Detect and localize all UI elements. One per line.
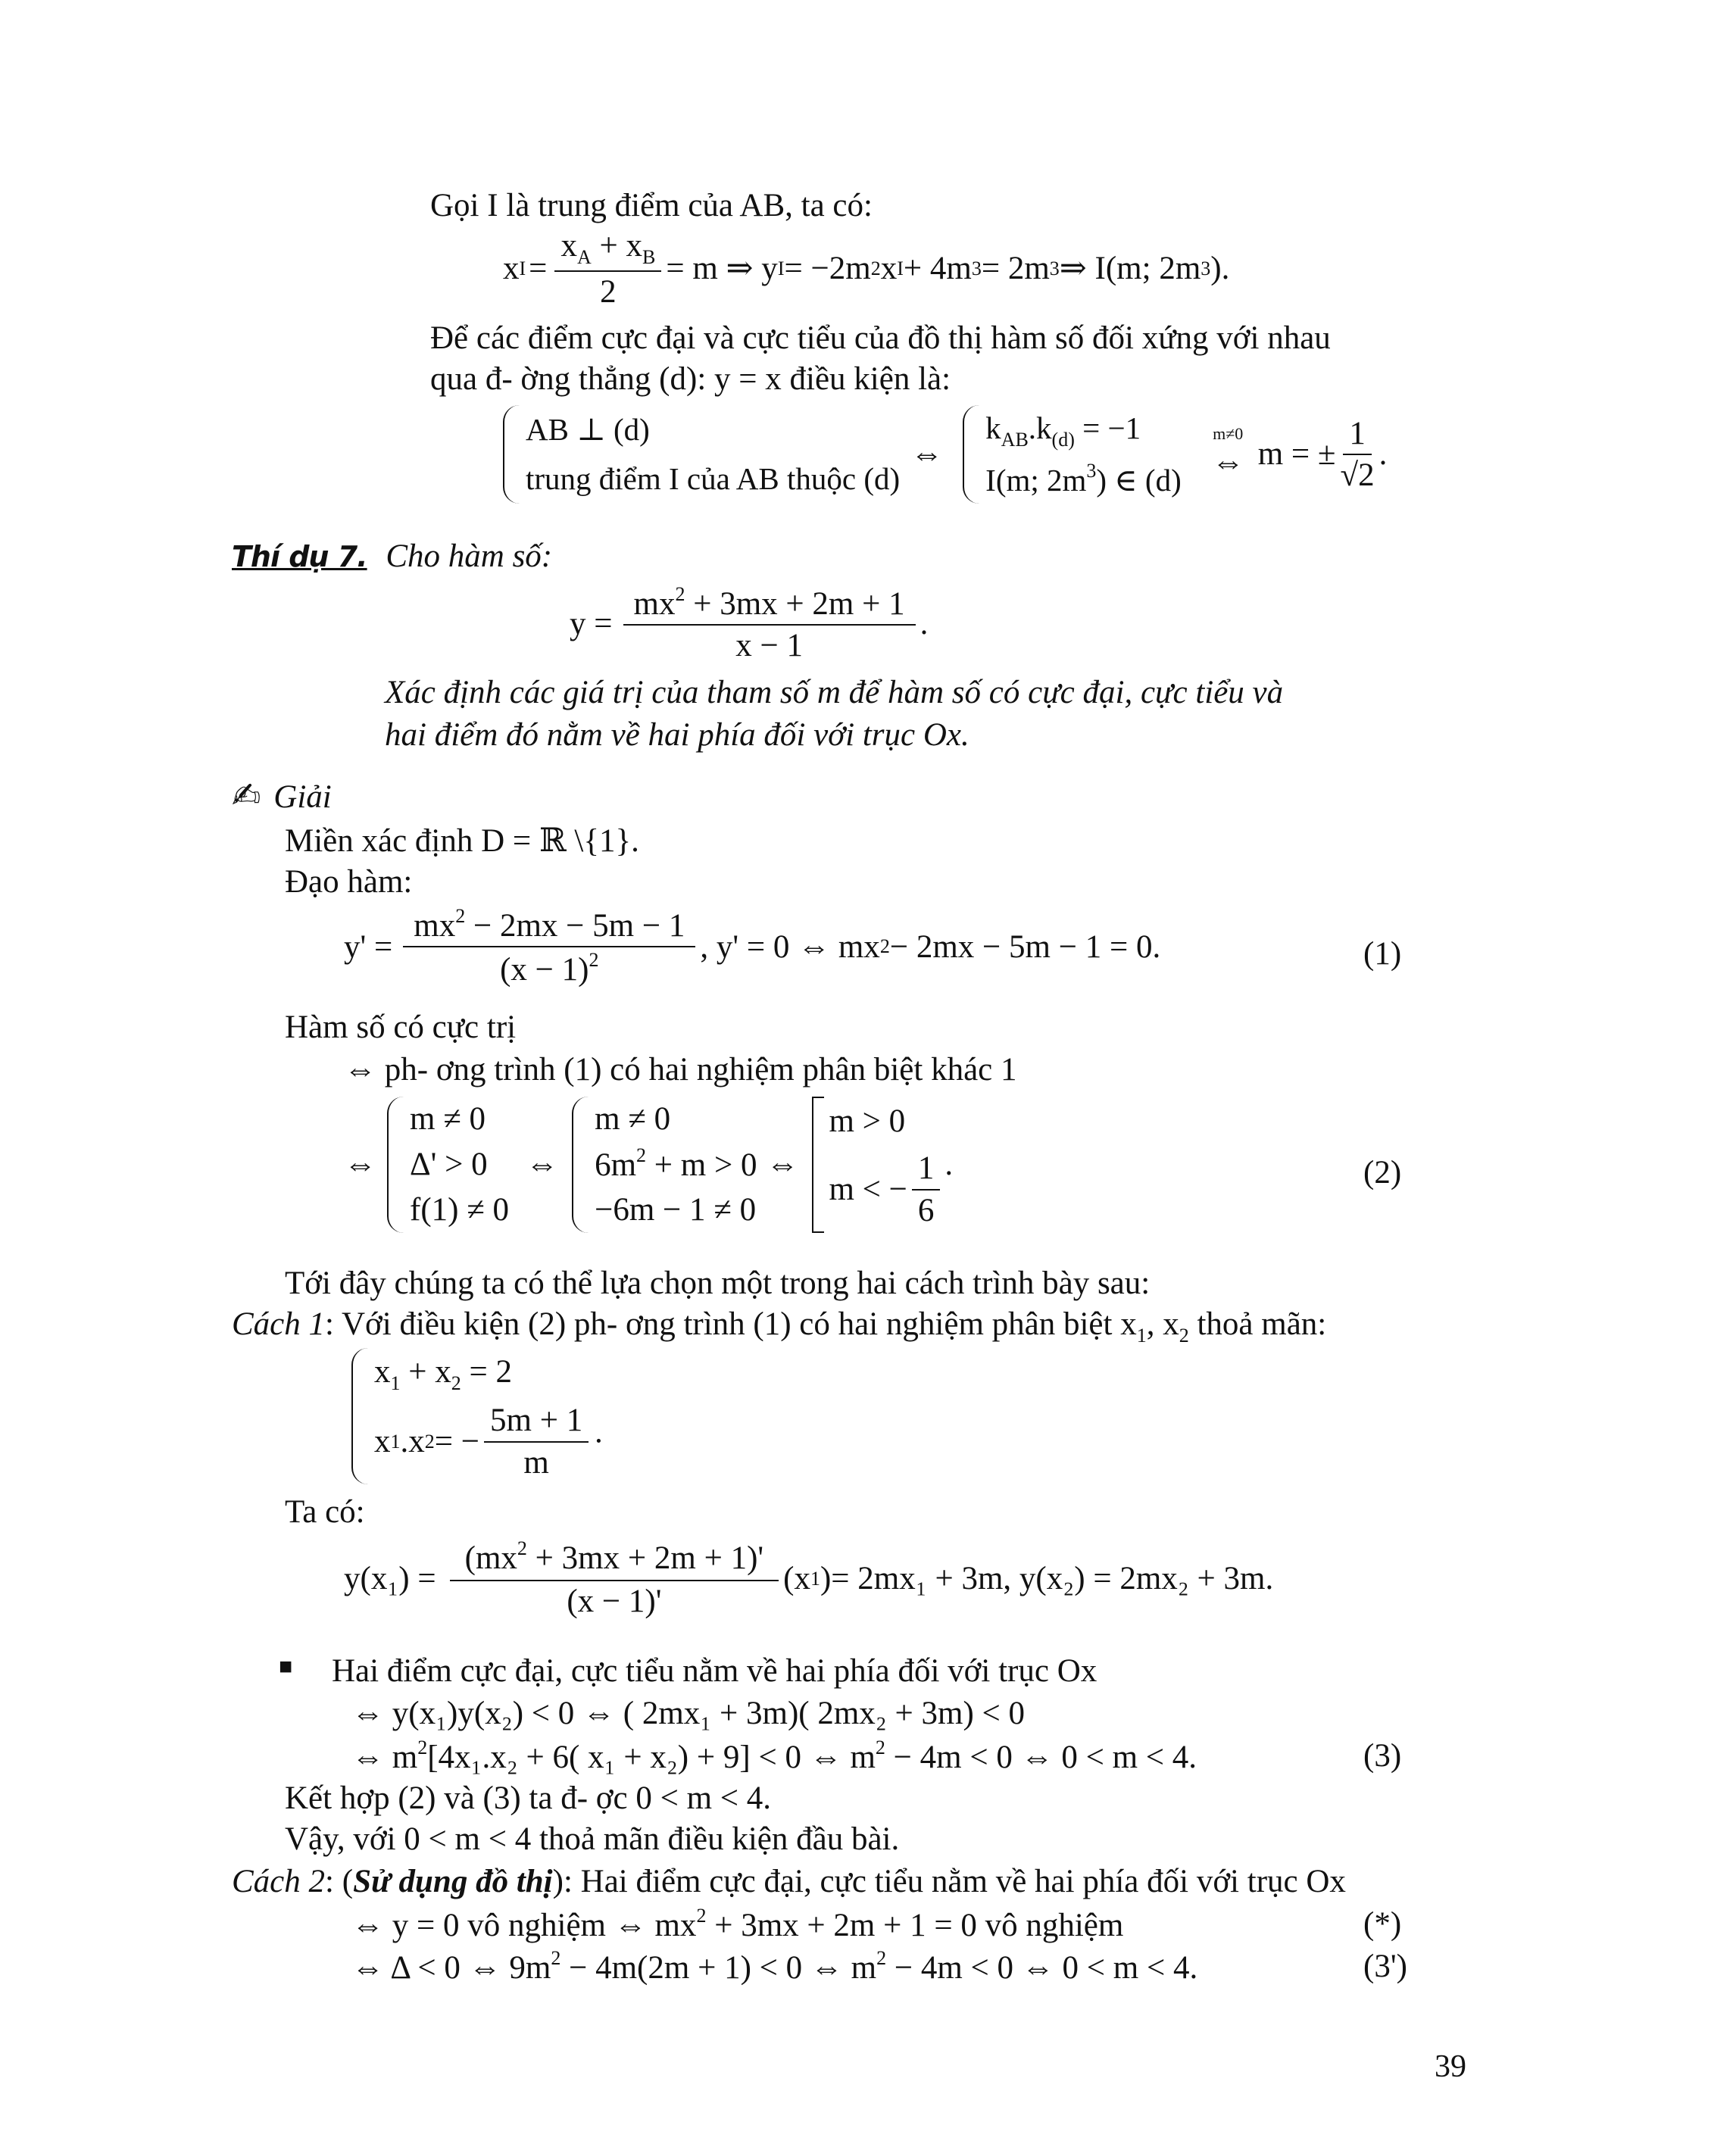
vieta-2c: = − bbox=[434, 1423, 480, 1459]
bullet-line-2: ⇔ y(x₁)y(x₂) < 0 ⇔ ( 2mx₁ + 3m)( 2mx₂ + 3m) < 0 bbox=[351, 1696, 1026, 1731]
method-1-text-a: : Với điều kiện (2) ph- ơng trình (1) có hai nghiệm phân biệt x bbox=[325, 1306, 1137, 1342]
xi-lhs-sub: I bbox=[519, 257, 526, 279]
f-end: . bbox=[920, 606, 929, 642]
system-b-row2-rest: ) ∈ (d) bbox=[1096, 462, 1182, 498]
xi-sup2: 3 bbox=[971, 257, 982, 279]
xi-lhs: x bbox=[503, 251, 520, 287]
y-equals: y = bbox=[570, 606, 613, 642]
k-dot: .k bbox=[1028, 410, 1052, 445]
xi-rest6: ⇒ I(m; 2m bbox=[1059, 251, 1201, 287]
iff-symbol: ⇔ bbox=[910, 436, 944, 473]
method-1-label: Cách 1 bbox=[232, 1306, 326, 1342]
method-2-3a: ⇔ Δ < 0 ⇔ 9m bbox=[351, 1950, 551, 1986]
solution-heading bbox=[232, 774, 332, 818]
yx1-arg-end: ) bbox=[820, 1561, 832, 1597]
extremum-label: Hàm số có cực trị bbox=[285, 1010, 517, 1045]
method-2-line-3 bbox=[351, 1946, 1197, 1989]
yp-num-b: − 2mx − 5m − 1 bbox=[465, 908, 685, 944]
midpoint-fraction bbox=[554, 227, 661, 311]
method-2-label: Cách 2 bbox=[232, 1864, 326, 1899]
vieta-2b: .x bbox=[400, 1423, 425, 1459]
bullet-3c: − 4m < 0 ⇔ 0 < m < 4. bbox=[885, 1740, 1197, 1775]
conditional-iff bbox=[1212, 426, 1244, 483]
f-den: x − 1 bbox=[735, 628, 803, 664]
yx1-arg: (x bbox=[783, 1561, 810, 1597]
system-3-den: 6 bbox=[917, 1192, 935, 1228]
yp-num-a: mx bbox=[414, 908, 456, 944]
k-rest: = −1 bbox=[1074, 410, 1141, 445]
yx1-lhs: y(x₁) = bbox=[344, 1561, 436, 1597]
pen-writing-icon: ✍ bbox=[232, 775, 261, 816]
symmetry-condition bbox=[503, 405, 1387, 504]
xi-num: x bbox=[560, 228, 577, 264]
derivative-fraction bbox=[403, 905, 695, 989]
system-1 bbox=[387, 1097, 509, 1233]
iff-symbol-3: ⇔ bbox=[344, 1147, 376, 1183]
system-b-row2-sup: 3 bbox=[1086, 459, 1097, 482]
result-m: m = ± bbox=[1257, 436, 1336, 473]
vieta-1c: = 2 bbox=[461, 1353, 513, 1390]
method-2-2b: + 3mx + 2m + 1 = 0 vô nghiệm bbox=[706, 1908, 1124, 1943]
method-2-2a: ⇔ y = 0 vô nghiệm ⇔ mx bbox=[351, 1908, 697, 1943]
intro-line: Gọi I là trung điểm của AB, ta có: bbox=[430, 188, 873, 223]
equation-tag-2: (2) bbox=[1363, 1155, 1402, 1191]
page-number: 39 bbox=[1435, 2049, 1466, 2084]
iff-symbol-4: ⇔ bbox=[526, 1147, 559, 1183]
equation-tag-1: (1) bbox=[1363, 936, 1402, 972]
vieta-num: 5m + 1 bbox=[484, 1402, 589, 1442]
equation-tag-star: (*) bbox=[1363, 1906, 1402, 1942]
f-num-sup: 2 bbox=[675, 583, 685, 605]
yp-num-sup: 2 bbox=[455, 905, 466, 927]
vieta-1-sub2: 2 bbox=[451, 1372, 461, 1394]
system-2-row1: m ≠ 0 bbox=[595, 1100, 671, 1137]
method-1-sub2: 2 bbox=[1179, 1325, 1189, 1347]
choose-line: Tới đây chúng ta có thể lựa chọn một trong hai cách trình bày sau: bbox=[285, 1265, 1151, 1301]
iff-symbol-5: ⇔ bbox=[766, 1147, 799, 1183]
system-a-row2: trung điểm I của AB thuộc (d) bbox=[526, 460, 901, 496]
system-3-row1: m > 0 bbox=[829, 1103, 906, 1139]
system-3-num: 1 bbox=[912, 1150, 941, 1190]
task-line-2: hai điểm đó nằm về hai phía đối với trục Ox. bbox=[385, 717, 969, 753]
xi-sup1: 2 bbox=[870, 257, 881, 279]
result-end: . bbox=[1378, 436, 1388, 473]
extremum-condition: ⇔ ph- ơng trình (1) có hai nghiệm phân biệt khác 1 bbox=[344, 1052, 1017, 1088]
k-ab-sub: AB bbox=[1001, 428, 1029, 451]
f-num-b: + 3mx + 2m + 1 bbox=[685, 586, 905, 622]
yp-rest-sup: 2 bbox=[879, 935, 890, 958]
result-fraction bbox=[1341, 415, 1375, 495]
vieta-2a: x bbox=[374, 1423, 391, 1459]
method-2-3-sup2: 2 bbox=[876, 1947, 887, 1969]
domain-line: Miền xác định D = ℝ \{1}. bbox=[285, 823, 639, 859]
xi-sub-a: A bbox=[576, 246, 592, 268]
xi-sup3: 3 bbox=[1049, 257, 1060, 279]
vieta-den: m bbox=[523, 1444, 549, 1481]
system-1-row2: Δ' > 0 bbox=[410, 1147, 488, 1183]
system-2-row3: −6m − 1 ≠ 0 bbox=[595, 1192, 757, 1228]
xi-rest7: ). bbox=[1210, 251, 1230, 287]
xi-sub2: I bbox=[897, 257, 904, 279]
xi-sub-b: B bbox=[642, 246, 656, 268]
bullet-3a: ⇔ m bbox=[351, 1740, 418, 1775]
bullet-line-3 bbox=[351, 1736, 1197, 1778]
solution-label: Giải bbox=[273, 779, 332, 815]
yp-den-a: (x − 1) bbox=[500, 952, 589, 988]
bullet-3-sup2: 2 bbox=[875, 1737, 885, 1758]
xi-num-plus: + x bbox=[591, 228, 642, 264]
system-2-row2a: 6m bbox=[595, 1147, 637, 1184]
method-2-3-sup: 2 bbox=[551, 1947, 561, 1969]
yx1-num-sup: 2 bbox=[517, 1537, 527, 1559]
system-a-row1: AB ⊥ (d) bbox=[526, 411, 650, 447]
method-1-sub1: 1 bbox=[1136, 1325, 1147, 1347]
system-b bbox=[963, 405, 1182, 504]
xi-rest: = m ⇒ y bbox=[666, 251, 778, 287]
xi-rest-sub: I bbox=[777, 257, 785, 279]
m-neq-0-label: m≠0 bbox=[1213, 424, 1244, 444]
xi-sup4: 3 bbox=[1201, 257, 1211, 279]
method-2-line bbox=[232, 1861, 1346, 1902]
system-3-row2a: m < − bbox=[829, 1171, 907, 1207]
yx1-num-b: + 3mx + 2m + 1)' bbox=[526, 1540, 764, 1576]
system-2 bbox=[572, 1097, 757, 1233]
taco-line: Ta có: bbox=[285, 1494, 365, 1530]
method-2-paren-b: ): Hai điểm cực đại, cực tiểu nằm về hai phía đối với trục Ox bbox=[552, 1864, 1346, 1899]
method-2-paren-a: : ( bbox=[325, 1864, 354, 1899]
yp-lhs: y' = bbox=[344, 928, 393, 965]
k-letter: k bbox=[985, 410, 1001, 445]
function-fraction bbox=[623, 583, 916, 665]
vieta-1b: + x bbox=[400, 1353, 451, 1390]
method-2-line-2 bbox=[351, 1904, 1123, 1946]
method-2-3c: − 4m < 0 ⇔ 0 < m < 4. bbox=[886, 1950, 1198, 1986]
method-1-text-c: thoả mãn: bbox=[1188, 1306, 1327, 1342]
yx1-arg-sub: 1 bbox=[810, 1567, 820, 1590]
derivative-label: Đạo hàm: bbox=[285, 864, 413, 900]
conclusion-line: Vậy, với 0 < m < 4 thoả mãn điều kiện đầu bài. bbox=[285, 1821, 900, 1857]
system-a bbox=[503, 405, 900, 504]
xi-rest3: x bbox=[880, 251, 898, 287]
method-1-line bbox=[232, 1304, 1326, 1349]
condition-line-1: Để các điểm cực đại và cực tiểu của đồ thị hàm số đối xứng với nhau bbox=[430, 320, 1331, 356]
system-b-row2: I(m; 2m bbox=[985, 462, 1087, 498]
vieta-1-sub1: 1 bbox=[390, 1372, 401, 1394]
vieta-2-sub1: 1 bbox=[390, 1430, 401, 1453]
vieta-1a: x bbox=[374, 1353, 391, 1390]
condition-line-2: qua đ- ờng thẳng (d): y = x điều kiện là: bbox=[430, 361, 951, 397]
task-line-1: Xác định các giá trị của tham số m để hàm số có cực đại, cực tiểu và bbox=[385, 675, 1284, 710]
function-definition bbox=[570, 583, 928, 665]
k-d-sub: (d) bbox=[1051, 428, 1075, 451]
yp-rest-a: , y' = 0 ⇔ mx bbox=[700, 928, 880, 965]
method-2-3b: − 4m(2m + 1) < 0 ⇔ m bbox=[560, 1950, 877, 1986]
combine-line: Kết hợp (2) và (3) ta đ- ợc 0 < m < 4. bbox=[285, 1780, 772, 1816]
bullet-3b: [4x₁.x₂ + 6( x₁ + x₂) + 9] < 0 ⇔ m bbox=[427, 1740, 876, 1775]
vieta-end: · bbox=[593, 1423, 604, 1459]
example-intro: Cho hàm số: bbox=[386, 538, 553, 574]
iff-symbol-2: ⇔ bbox=[1211, 445, 1244, 481]
bullet-icon: ■ bbox=[279, 1654, 293, 1679]
yx1-rest: = 2mx₁ + 3m, y(x₂) = 2mx₂ + 3m. bbox=[831, 1561, 1274, 1597]
system-3-fraction bbox=[912, 1150, 941, 1229]
system-2-row2b: + m > 0 bbox=[646, 1147, 757, 1184]
bullet-3-sup: 2 bbox=[417, 1737, 428, 1758]
xi-rest4: + 4m bbox=[903, 251, 972, 287]
method-2-2-sup: 2 bbox=[696, 1905, 707, 1927]
yx1-fraction bbox=[450, 1537, 779, 1621]
system-3-end: . bbox=[944, 1147, 954, 1183]
equation-tag-3prime: (3') bbox=[1363, 1949, 1407, 1984]
system-1-row1: m ≠ 0 bbox=[410, 1101, 486, 1137]
extremum-systems bbox=[344, 1097, 953, 1233]
f-num-a: mx bbox=[633, 586, 676, 622]
system-3 bbox=[812, 1097, 944, 1233]
midpoint-formula: x I = $\frac{x_A + x_B}{2}$ = m ⇒ y I = −2m 2 x I + 4m 3 = 2m 3 ⇒ I(m; 2m 3 ). bbox=[503, 228, 1230, 310]
y-x1-formula bbox=[344, 1537, 1273, 1621]
vieta-fraction bbox=[484, 1402, 589, 1481]
yp-den-sup: 2 bbox=[589, 949, 599, 972]
result-num: 1 bbox=[1343, 415, 1372, 455]
yx1-num-a: (mx bbox=[464, 1540, 517, 1576]
yp-rest-b: − 2mx − 5m − 1 = 0. bbox=[889, 928, 1161, 965]
vieta-system bbox=[351, 1348, 604, 1484]
bullet-line-1: Hai điểm cực đại, cực tiểu nằm về hai phía đối với trục Ox bbox=[332, 1653, 1097, 1689]
system-1-row3: f(1) ≠ 0 bbox=[410, 1192, 510, 1228]
xi-den: 2 bbox=[600, 273, 617, 310]
system-2-row2-sup: 2 bbox=[636, 1144, 647, 1167]
equation-tag-3: (3) bbox=[1363, 1738, 1402, 1774]
xi-rest5: = 2m bbox=[981, 251, 1050, 287]
yx1-den: (x − 1)' bbox=[567, 1584, 662, 1620]
derivative-formula bbox=[344, 905, 1160, 989]
method-1-text-b: , x bbox=[1146, 1306, 1179, 1342]
example-heading bbox=[232, 536, 552, 577]
vieta-2-sub2: 2 bbox=[424, 1430, 435, 1453]
example-label: Thí dụ 7. bbox=[232, 540, 367, 573]
xi-rest2: = −2m bbox=[784, 251, 871, 287]
method-2-italic: Sử dụng đồ thị bbox=[353, 1864, 553, 1899]
result-den: √2 bbox=[1340, 457, 1375, 493]
